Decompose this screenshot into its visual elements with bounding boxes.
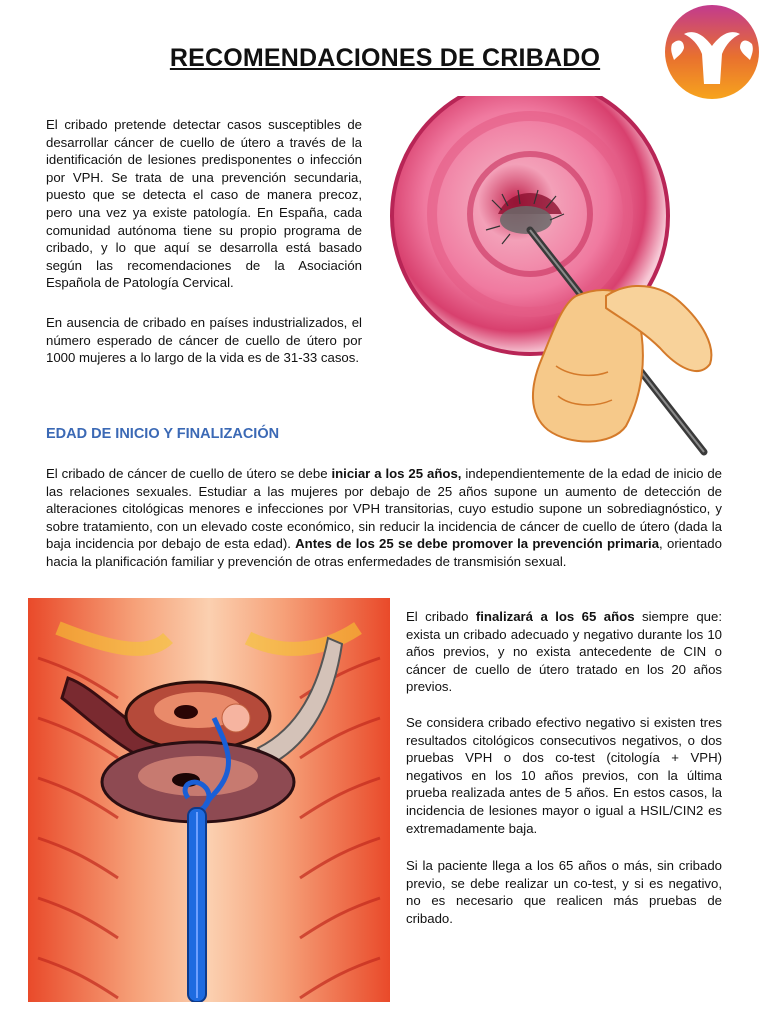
section-paragraph-no-prior-screening: Si la paciente llega a los 65 años o más, sin cribado previo, se debe realizar un co-test, y si es negativo, no es necesario que realicen más pruebas de cribado. bbox=[406, 858, 722, 926]
cervix-brush-illustration bbox=[380, 96, 720, 458]
speculum-cervix-illustration bbox=[28, 598, 390, 1002]
page-title: RECOMENDACIONES DE CRIBADO bbox=[169, 44, 601, 72]
uterus-logo-icon bbox=[662, 4, 762, 100]
section-paragraph-start-age: El cribado de cáncer de cuello de útero se debe iniciar a los 25 años, independientemente de la edad de inicio de las relaciones sexuales. Estudiar a las mujeres por debajo de 25 años supone un aumento de detección de alteraciones citológicas menores e infecciones por VPH transitorias, cuyo estudio supone un sobrediagnóstico, y sobre tratamiento, con un elevado coste económico, sin reducir la incidencia de cáncer de cuello de útero (dada la baja incidencia por debajo de esta edad). Antes de los 25 se debe promover la prevención primaria, orientado hacia la planificación familiar y prevención de otras enfermedades de transmisión sexual. bbox=[46, 466, 723, 569]
intro-paragraph-1: El cribado pretende detectar casos susceptibles de desarrollar cáncer de cuello de útero a través de la identificación de lesiones predisponentes o infección por VPH. Se trata de una prevención secundaria, puesto que se detecta el caso de manera precoz, pero una vez ya existe patología. En España, cada comunidad autónoma tiene su propio programa de cribado, y lo que aquí se desarrolla está basado según las recomendaciones de la Asociación Española de Patología Cervical. bbox=[46, 117, 362, 291]
section-paragraph-end-age: El cribado finalizará a los 65 años siempre que: exista un cribado adecuado y negativo durante los 10 años previos, y no exista antecedente de CIN o cáncer de cuello de útero tratado en los 20 años previos. bbox=[406, 609, 722, 695]
section-heading: EDAD DE INICIO Y FINALIZACIÓN bbox=[46, 426, 280, 442]
section-paragraph-negative-screening: Se considera cribado efectivo negativo si existen tres resultados citológicos consecutivos negativos, o dos pruebas VPH o dos co-test (citología + VPH) negativos en los 10 años previos, con la última prueba realizada antes de 5 años. En estos casos, la incidencia de lesiones mayor o igual a HSIL/CIN2 es extremadamente baja. bbox=[406, 715, 722, 836]
intro-paragraph-2: En ausencia de cribado en países industrializados, el número esperado de cáncer de cuello de útero por 1000 mujeres a lo largo de la vida es de 31-33 casos. bbox=[46, 315, 362, 366]
